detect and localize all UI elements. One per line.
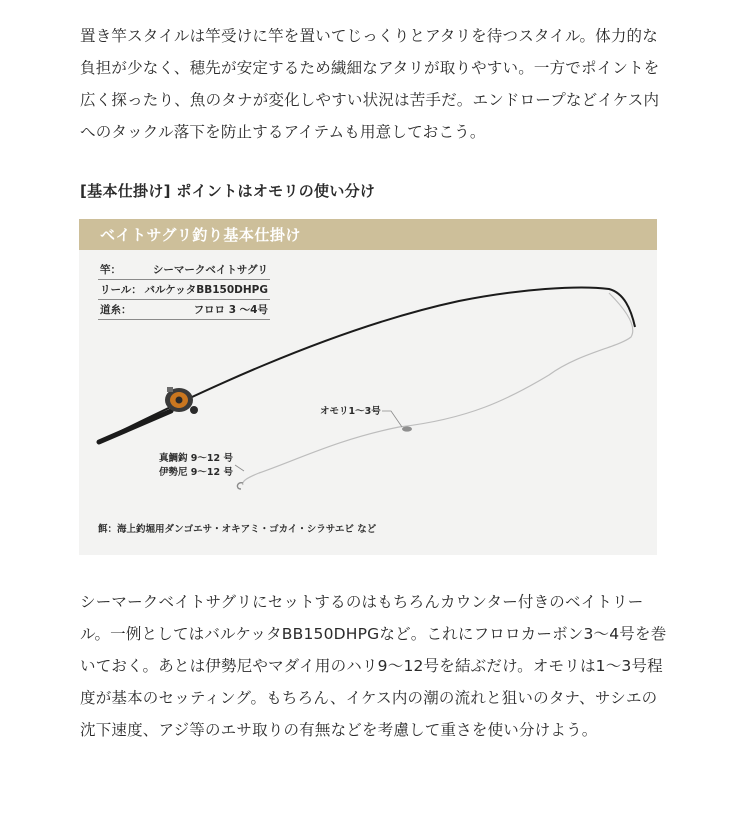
spec-label-reel: リール： [100, 284, 142, 296]
omori-label: オモリ1～3号 [320, 406, 381, 417]
diagram-title: ベイトサグリ釣り基本仕掛け [100, 226, 301, 244]
intro-paragraph: 置き竿スタイルは竿受けに竿を置いてじっくりとアタリを待つスタイル。体力的な負担が少なく、穂先が安定するため繊細なアタリが取りやすい。一方でポイントを広く探ったり、魚のタナが変化しやすい状況は苦手だ。エンドロープなどイケス内へのタックル落下を防止するアイテムも用意しておこう。 [80, 27, 660, 141]
outro-paragraph: シーマークベイトサグリにセットするのはもちろんカウンター付きのベイトリール。一例としてはバルケッタBB150DHPGなど。これにフロロカーボン3～4号を巻いておく。あとは伊勢尼やマダイ用のハリ9～12号を結ぶだけ。オモリは1～3号程度が基本のセッティング。もちろん、イケス内の潮の流れと狙いのタナ、サシエの沈下速度、アジ等のエサ取りの有無などを考慮して重さを使い分けよう。 [80, 593, 667, 739]
sinker-icon [402, 426, 412, 431]
hook-label-madai: 真鯛鈎 9～12 号 [159, 453, 233, 464]
omori-leader [382, 411, 402, 427]
main-line [243, 293, 633, 485]
spec-value-rod: シーマークベイトサグリ [152, 264, 268, 276]
hook-label-iseama: 伊勢尼 9～12 号 [159, 467, 233, 478]
spec-label-rod: 竿： [100, 264, 121, 276]
hook-leader [235, 465, 244, 471]
spec-value-reel: バルケッタBB150DHPG [144, 284, 268, 296]
rod-grip [99, 411, 171, 442]
section-heading: [基本仕掛け] ポイントはオモリの使い分け [80, 182, 376, 200]
tackle-diagram [79, 219, 657, 555]
rod-illustration [79, 219, 657, 555]
spec-value-line: フロロ 3 ～4号 [193, 304, 268, 316]
spec-label-line: 道糸： [100, 304, 132, 316]
bait-note: 餌：海上釣堀用ダンゴエサ・オキアミ・ゴカイ・シラサエビ など [98, 524, 377, 535]
